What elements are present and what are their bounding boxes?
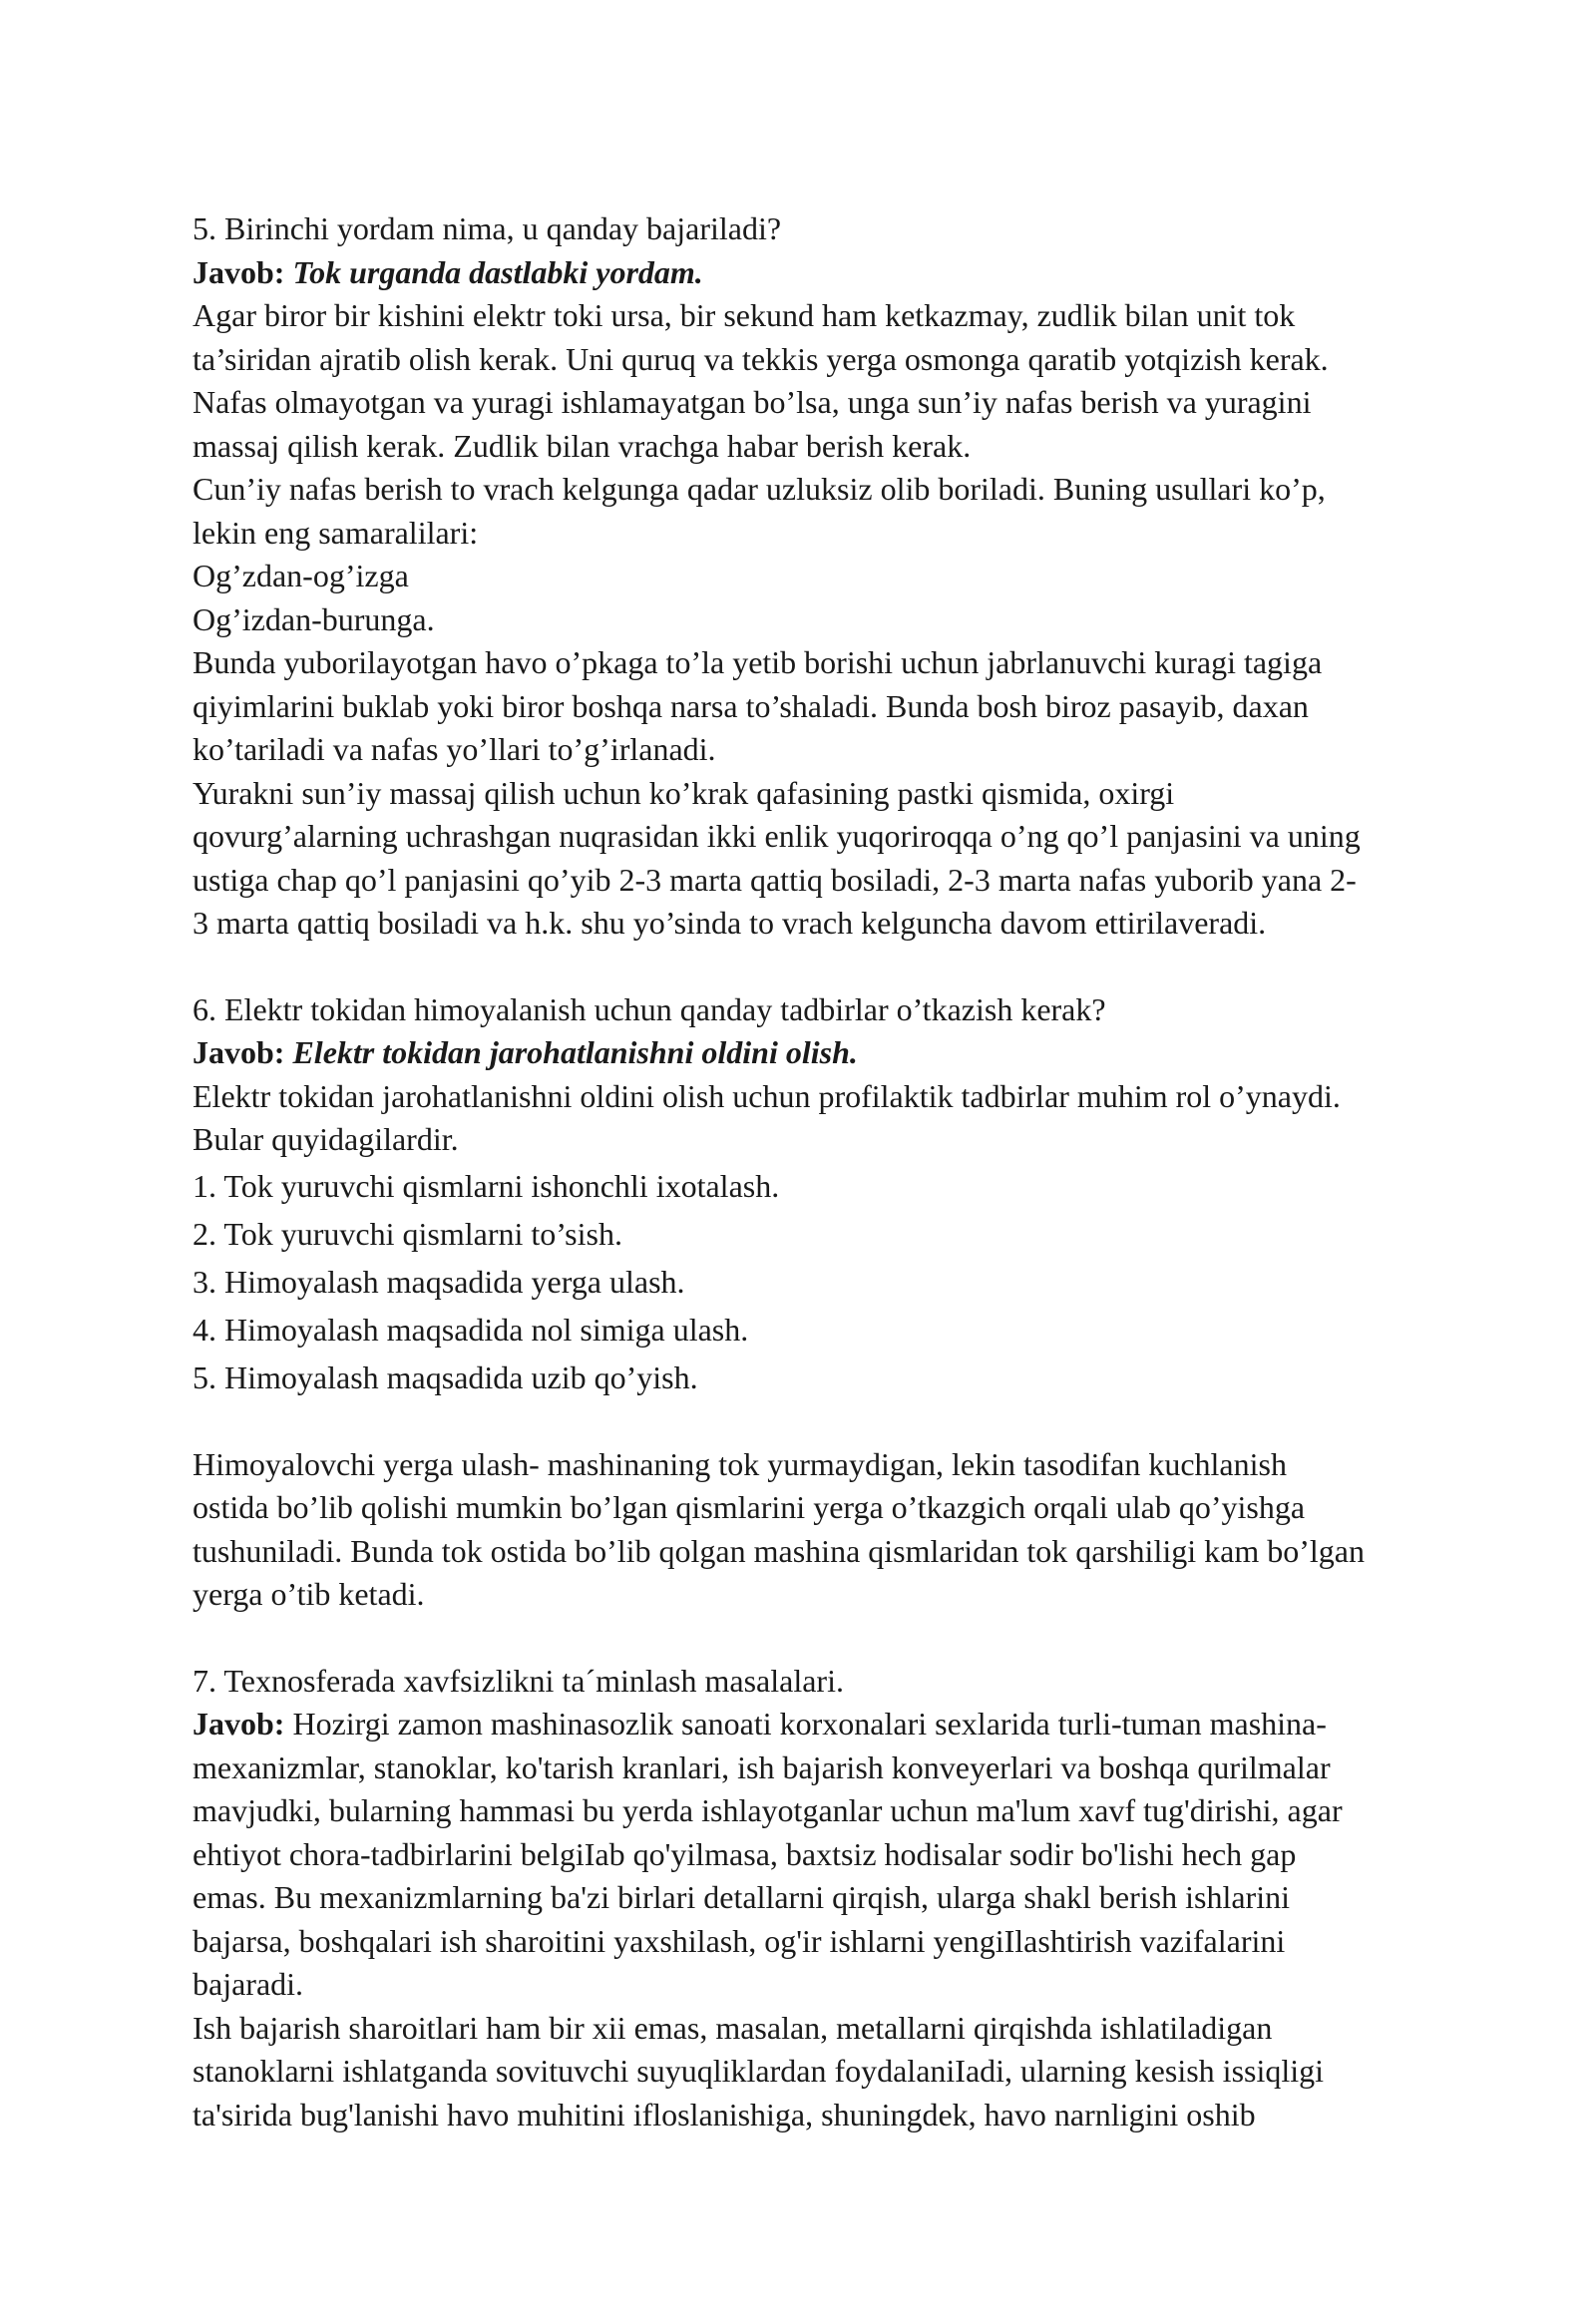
q7-line: mexanizmlar, stanoklar, ko'tarish kranlari, ish bajarish konveyerlari va boshqa qurilmalar bbox=[193, 1748, 1331, 1785]
section-spacer bbox=[193, 946, 1589, 988]
q5-line: massaj qilish kerak. Zudlik bilan vrachga habar berish kerak. bbox=[193, 427, 972, 464]
document-page bbox=[193, 207, 1589, 2136]
q7-line: mavjudki, bularning hammasi bu yerda ishlayotganlar uchun ma'lum xavf tug'dirishi, agar bbox=[193, 1792, 1343, 1828]
q6-answer-heading bbox=[193, 1031, 1589, 1075]
q5-line: Bunda yuborilayotgan havo o’pkaga to’la yetib borishi uchun jabrlanuvchi kuragi tagiga bbox=[193, 644, 1323, 680]
q5-line: Cun’iy nafas berish to vrach kelgunga qadar uzluksiz olib boriladi. Buning usullari ko’p, bbox=[193, 471, 1326, 507]
q5-line: qovurg’alarning uchrashgan nuqrasidan ikki enlik yuqoriroqqa o’ng qo’l panjasini va uning bbox=[193, 818, 1361, 854]
q5-line: 3 marta qattiq bosiladi va h.k. shu yo’sinda to vrach kelguncha davom ettirilaveradi. bbox=[193, 905, 1267, 941]
q5-line: Og’zdan-og’izga bbox=[193, 558, 409, 593]
q5-line: ko’tariladi va nafas yo’llari to’g’irlanadi. bbox=[193, 731, 716, 767]
q5-line: ta’siridan ajratib olish kerak. Uni quruq va tekkis yerga osmonga qaratib yotqizish kerak. bbox=[193, 340, 1329, 377]
q6-para-line: yerga o’tib ketadi. bbox=[193, 1576, 425, 1612]
q7-line: ehtiyot chora-tadbirlarini belgiIab qo'yilmasa, baxtsiz hodisalar sodir bo'lishi hech gap bbox=[193, 1835, 1297, 1872]
list-item: 1. Tok yuruvchi qismlarni ishonchli ixotalash. bbox=[193, 1167, 780, 1204]
q7-line: bajarsa, boshqalari ish sharoitini yaxshilash, og'ir ishlarni yengiIlashtirish vazifalarini bbox=[193, 1922, 1286, 1959]
list-item: 5. Himoyalash maqsadida uzib qo’yish. bbox=[193, 1358, 698, 1395]
q7-line: Ish bajarish sharoitlari ham bir xii emas, masalan, metallarni qirqishda ishlatiladigan bbox=[193, 2009, 1273, 2046]
q6-para-line: ostida bo’lib qolishi mumkin bo’lgan qismlarini yerga o’tkazgich orqali ulab qo’yishga bbox=[193, 1489, 1306, 1525]
q7-answer-first-line bbox=[193, 1703, 1589, 1746]
q5-answer-heading bbox=[193, 251, 1589, 295]
q7-line: bajaradi. bbox=[193, 1966, 304, 2002]
q5-line: ustiga chap qo’l panjasini qo’yib 2-3 marta qattiq bosiladi, 2-3 marta nafas yuborib yana 2- bbox=[193, 861, 1357, 898]
q5-question: 5. Birinchi yordam nima, u qanday bajariladi? bbox=[193, 210, 782, 246]
q5-line: lekin eng samaralilari: bbox=[193, 514, 479, 551]
q5-line: Yurakni sun’iy massaj qilish uchun ko’krak qafasining pastki qismida, oxirgi bbox=[193, 774, 1175, 811]
q5-answer-title: Tok urganda dastlabki yordam. bbox=[292, 253, 703, 290]
list-item: 2. Tok yuruvchi qismlarni to’sish. bbox=[193, 1215, 622, 1252]
q6-intro-line: Elektr tokidan jarohatlanishni oldini olish uchun profilaktik tadbirlar muhim rol o’ynaydi. bbox=[193, 1077, 1341, 1114]
q7-line: emas. Bu mexanizmlarning ba'zi birlari detallarni qirqish, ularga shakl berish ishlarini bbox=[193, 1879, 1290, 1915]
q7-answer-label: Javob: bbox=[193, 1706, 285, 1742]
q6-answer-title: Elektr tokidan jarohatlanishni oldini olish. bbox=[292, 1034, 858, 1070]
q5-line: qiyimlarini buklab yoki biror boshqa narsa to’shaladi. Bunda bosh biroz pasayib, daxan bbox=[193, 687, 1309, 724]
q6-para-line: tushuniladi. Bunda tok ostida bo’lib qolgan mashina qismlaridan tok qarshiligi kam bo’lgan bbox=[193, 1532, 1365, 1569]
q7-line: ta'sirida bug'lanishi havo muhitini ifloslanishiga, shuningdek, havo narnligini oshib bbox=[193, 2096, 1256, 2132]
q6-intro-line: Bular quyidagilardir. bbox=[193, 1121, 459, 1157]
list-item: 4. Himoyalash maqsadida nol simiga ulash. bbox=[193, 1311, 749, 1348]
q5-answer-label: Javob: bbox=[193, 253, 285, 290]
q5-line: Og’izdan-burunga. bbox=[193, 600, 435, 637]
q6-measures-list bbox=[193, 1162, 1589, 1401]
q5-line: Nafas olmayotgan va yuragi ishlamayatgan bo’lsa, unga sun’iy nafas berish va yuragini bbox=[193, 384, 1312, 420]
q7-line: stanoklarni ishlatganda sovituvchi suyuqliklardan foydalaniIadi, ularning kesish issiqligi bbox=[193, 2053, 1325, 2089]
list-item: 3. Himoyalash maqsadida yerga ulash. bbox=[193, 1263, 685, 1300]
q6-para-line: Himoyalovchi yerga ulash- mashinaning tok yurmaydigan, lekin tasodifan kuchlanish bbox=[193, 1445, 1287, 1482]
section-spacer bbox=[193, 1617, 1589, 1660]
q5-line: Agar biror bir kishini elektr toki ursa, bir sekund ham ketkazmay, zudlik bilan unit tok bbox=[193, 297, 1296, 333]
paragraph-spacer bbox=[193, 1401, 1589, 1443]
q7-question: 7. Texnosferada xavfsizlikni ta´minlash masalalari. bbox=[193, 1662, 844, 1699]
q6-question: 6. Elektr tokidan himoyalanish uchun qanday tadbirlar o’tkazish kerak? bbox=[193, 990, 1106, 1027]
q7-answer-text: Hozirgi zamon mashinasozlik sanoati korxonalari sexlarida turli-tuman mashina- bbox=[284, 1706, 1327, 1742]
q6-answer-label: Javob: bbox=[193, 1034, 285, 1070]
